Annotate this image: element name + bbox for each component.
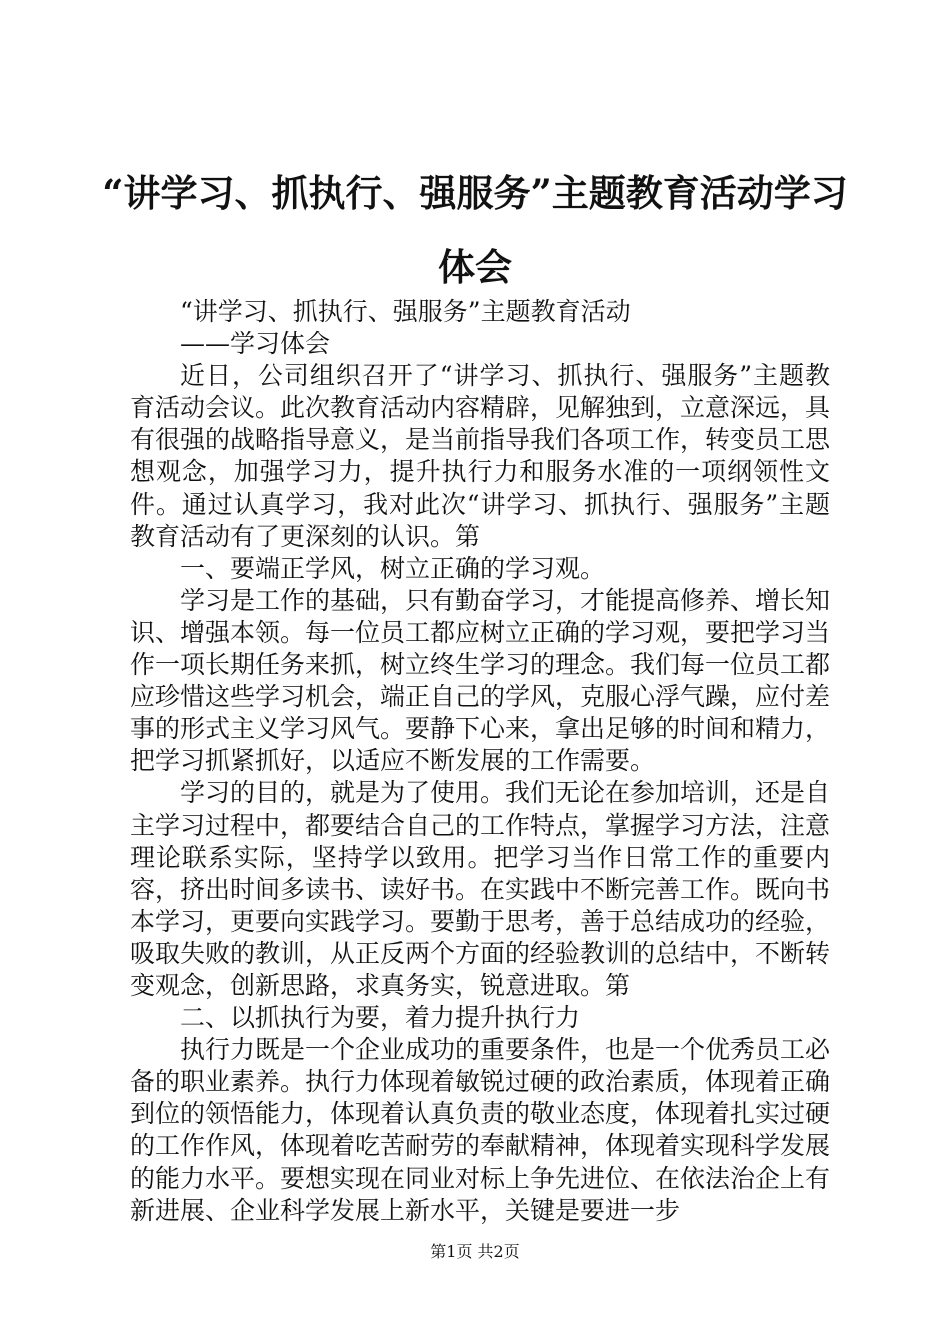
document-title: “讲学习、抓执行、强服务”主题教育活动学习体会 xyxy=(102,171,848,289)
section-heading-2: 二、以抓执行为要，着力提升执行力 xyxy=(180,1003,581,1033)
paragraph-subtitle: “讲学习、抓执行、强服务”主题教育活动 xyxy=(180,297,631,326)
section-heading-1: 一、要端正学风，树立正确的学习观。 xyxy=(180,553,606,583)
paragraph-execution: 执行力既是一个企业成功的重要条件，也是一个优秀员工必备的职业素养。执行力体现着敏锐过硬的政治素质，体现着正确到位的领悟能力，体现着认真负责的敬业态度，体现着扎实过硬的工作作风，体现着吃苦耐劳的奉献精神，体现着实现科学发展的能力水平。要想实现在同业对标上争先进位、在依法治企上有新进展、企业科学发展上新水平，关键是要进一步 xyxy=(130,1035,831,1225)
paragraph-intro: 近日，公司组织召开了“讲学习、抓执行、强服务”主题教育活动会议。此次教育活动内容精辟，见解独到，立意深远，具有很强的战略指导意义，是当前指导我们各项工作，转变员工思想观念，加强学习力，提升执行力和服务水准的一项纲领性文件。通过认真学习，我对此次“讲学习、抓执行、强服务”主题教育活动有了更深刻的认识。第 xyxy=(130,361,831,551)
paragraph-study-foundation: 学习是工作的基础，只有勤奋学习，才能提高修养、增长知识、增强本领。每一位员工都应树立正确的学习观，要把学习当作一项长期任务来抓，树立终生学习的理念。我们每一位员工都应珍惜这些学习机会，端正自己的学风，克服心浮气躁，应付差事的形式主义学习风气。要静下心来，拿出足够的时间和精力，把学习抓紧抓好，以适应不断发展的工作需要。 xyxy=(130,585,831,776)
page-footer: 第1页 共2页 xyxy=(430,1242,520,1261)
document-body xyxy=(130,296,830,1227)
paragraph-study-purpose: 学习的目的，就是为了使用。我们无论在参加培训，还是自主学习过程中，都要结合自己的工作特点，掌握学习方法，注意理论联系实际，坚持学以致用。把学习当作日常工作的重要内容，挤出时间多读书、读好书。在实践中不断完善工作。既向书本学习，更要向实践学习。要勤于思考，善于总结成功的经验，吸取失败的教训，从正反两个方面的经验教训的总结中，不断转变观念，创新思路，求真务实，锐意进取。第 xyxy=(130,778,831,1000)
paragraph-subtitle-dash: ——学习体会 xyxy=(180,329,331,359)
